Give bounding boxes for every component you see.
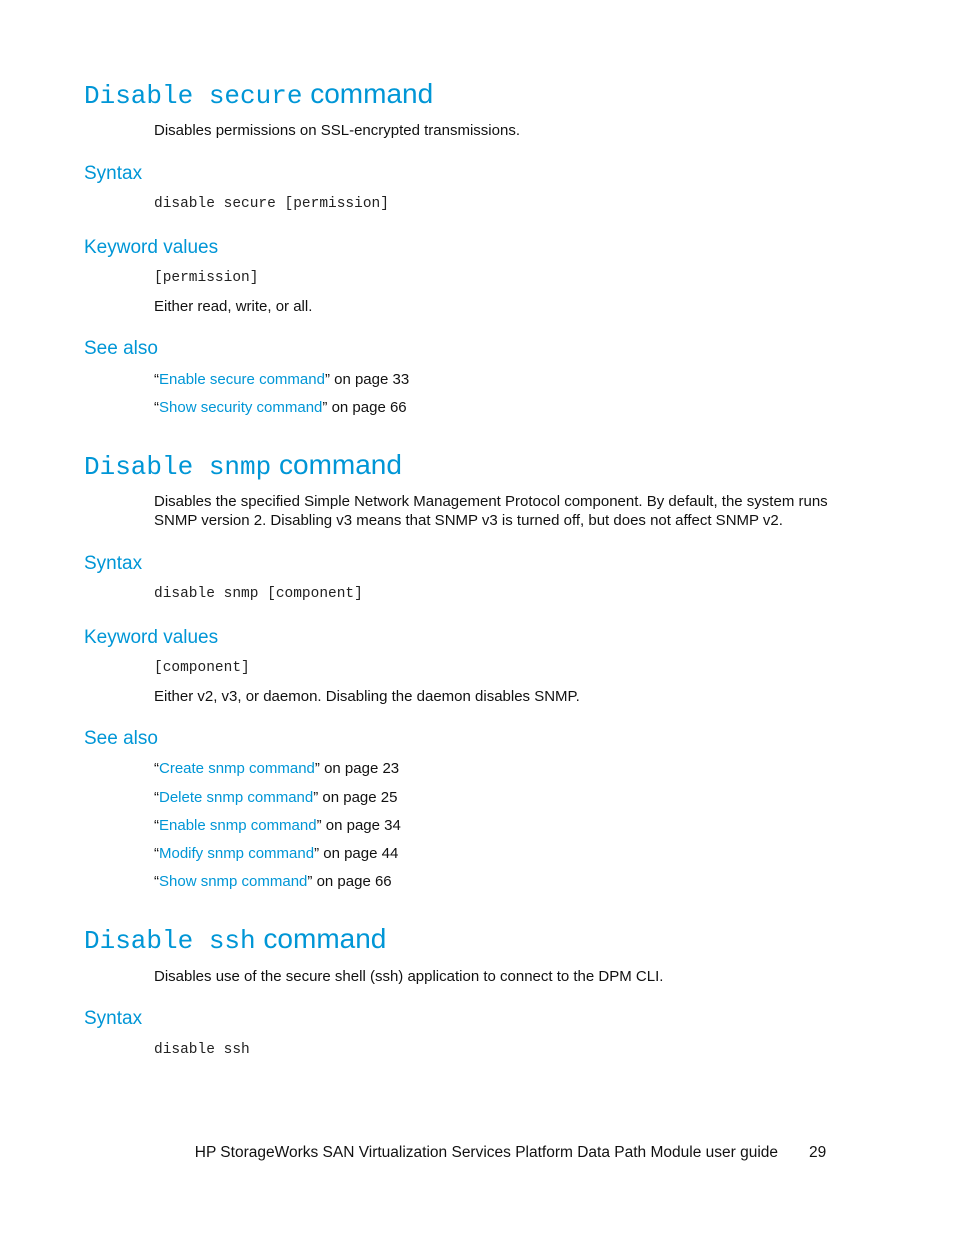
page-reference: ” on page 23 <box>314 760 400 777</box>
syntax-code: disable snmp [component] <box>154 586 363 602</box>
link-show-security-command[interactable]: Show security command <box>159 399 323 416</box>
syntax-heading: Syntax <box>84 163 143 184</box>
see-also-heading: See also <box>84 338 158 359</box>
keyword-code: [permission] <box>154 270 259 286</box>
link-delete-snmp-command[interactable]: Delete snmp command <box>159 789 314 806</box>
footer-guide-title: HP StorageWorks SAN Virtualization Services Platform Data Path Module user guide <box>194 1144 778 1161</box>
keyword-description: Either v2, v3, or daemon. Disabling the daemon disables SNMP. <box>154 688 580 705</box>
link-modify-snmp-command[interactable]: Modify snmp command <box>159 845 315 862</box>
keyword-code: [component] <box>154 660 250 676</box>
section-title-disable-snmp <box>84 449 402 483</box>
open-quote: “ <box>154 760 159 777</box>
title-word: command <box>310 78 434 109</box>
syntax-code: disable secure [permission] <box>154 196 389 212</box>
title-code: Disable snmp <box>84 452 272 482</box>
see-also-heading: See also <box>84 728 158 749</box>
footer-page-number: 29 <box>809 1144 827 1161</box>
page-reference: ” on page 44 <box>314 845 399 862</box>
syntax-heading: Syntax <box>84 553 143 574</box>
page-reference: ” on page 66 <box>322 399 407 416</box>
page-reference: ” on page 33 <box>324 371 410 388</box>
section-description: Disables use of the secure shell (ssh) application to connect to the DPM CLI. <box>154 968 664 985</box>
see-also-item <box>154 788 397 807</box>
section-title-disable-ssh <box>84 923 386 957</box>
see-also-item <box>154 759 399 778</box>
keyword-description: Either read, write, or all. <box>154 298 313 315</box>
section-title-disable-secure <box>84 78 433 112</box>
link-create-snmp-command[interactable]: Create snmp command <box>159 760 315 777</box>
section-description: Disables the specified Simple Network Management Protocol component. By default, the system runs SNMP version 2. Disabling v3 means that SNMP v3 is turned off, but does not affect SNMP v2. <box>154 493 828 529</box>
section-description: Disables permissions on SSL-encrypted transmissions. <box>154 122 520 139</box>
see-also-item <box>154 398 407 417</box>
link-show-snmp-command[interactable]: Show snmp command <box>159 873 308 890</box>
see-also-item <box>154 872 392 891</box>
title-word: command <box>263 923 387 954</box>
open-quote: “ <box>154 845 159 862</box>
title-code: Disable ssh <box>84 926 256 956</box>
open-quote: “ <box>154 399 159 416</box>
link-enable-snmp-command[interactable]: Enable snmp command <box>159 817 317 834</box>
syntax-heading: Syntax <box>84 1008 143 1029</box>
see-also-item <box>154 816 401 835</box>
open-quote: “ <box>154 817 159 834</box>
syntax-code: disable ssh <box>154 1042 250 1058</box>
link-enable-secure-command[interactable]: Enable secure command <box>159 371 325 388</box>
open-quote: “ <box>154 873 159 890</box>
see-also-item <box>154 370 409 389</box>
title-code: Disable secure <box>84 81 303 111</box>
page-reference: ” on page 34 <box>316 817 401 834</box>
open-quote: “ <box>154 789 159 806</box>
open-quote: “ <box>154 371 159 388</box>
page-reference: ” on page 25 <box>313 789 398 806</box>
page-reference: ” on page 66 <box>307 873 392 890</box>
keyword-values-heading: Keyword values <box>84 237 219 258</box>
title-word: command <box>279 449 402 480</box>
see-also-item <box>154 844 398 863</box>
keyword-values-heading: Keyword values <box>84 627 219 648</box>
